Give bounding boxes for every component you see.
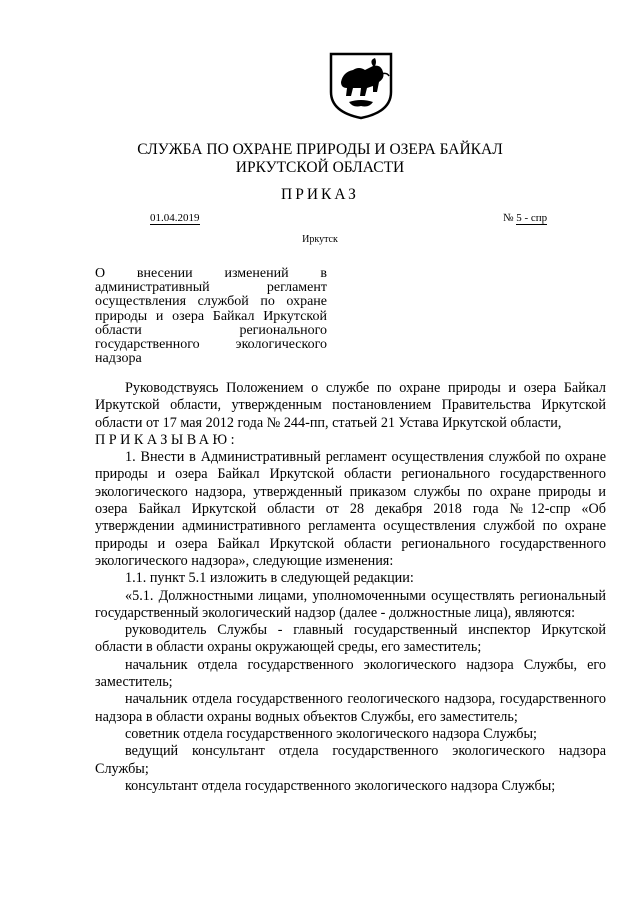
subject-line: осуществления службой по охране — [95, 294, 327, 310]
subject-line: административный регламент — [95, 280, 327, 296]
order-word: ПРИКАЗЫВАЮ: — [95, 431, 239, 448]
official-item: начальник отдела государственного экологического надзора Службы, его заместитель; — [95, 656, 606, 691]
subject-line: государственного экологического — [95, 337, 327, 353]
order-number-prefix: № — [503, 212, 514, 224]
org-name-line2: ИРКУТСКОЙ ОБЛАСТИ — [235, 159, 405, 176]
org-name-line1: СЛУЖБА ПО ОХРАНЕ ПРИРОДЫ И ОЗЕРА БАЙКАЛ — [137, 141, 503, 158]
official-item: ведущий консультант отдела государственного экологического надзора Службы; — [95, 743, 606, 777]
order-number-value: 5 - спр — [516, 212, 548, 224]
subject-line: области регионального — [95, 322, 327, 338]
official-item: консультант отдела государственного экологического надзора Службы; — [125, 777, 556, 794]
paragraph-1: 1. Внести в Административный регламент осуществления службой по охране природы и озера Байкал Иркутской области регионального государственного экологического надзора, утвержденный приказом службы по охране природы и озера Байкал Иркутской области от 28 декабря 2018 года №12-спр «Об утверждении административного регламента осуществления службой по охране природы и озера Байкал Иркутской области регионального государственного экологического надзора», следующие изменения: — [95, 449, 606, 569]
official-item: начальник отдела государственного геологического надзора, государственного надзора в области охраны водных объектов Службы, его заместитель; — [95, 691, 606, 725]
coat-of-arms-icon — [329, 52, 393, 120]
order-date: 01.04.2019 — [150, 212, 200, 224]
paragraph-1-1: 1.1. пункт 5.1 изложить в следующей редакции: — [125, 570, 414, 587]
city: Иркутск — [302, 234, 338, 245]
official-item: советник отдела государственного экологического надзора Службы; — [125, 725, 537, 742]
official-item: руководитель Службы - главный государственный инспектор Иркутской области в области охраны окружающей среды, его заместитель; — [95, 622, 606, 656]
preamble: Руководствуясь Положением о службе по охране природы и озера Байкал Иркутской области, утвержденным постановлением Правительства Иркутской области от 17 мая 2012 года № 244-пп, статьей 21 Устава Иркутской области, — [95, 380, 606, 431]
document-type: ПРИКАЗ — [281, 186, 359, 203]
paragraph-5-1: «5.1. Должностными лицами, уполномоченными осуществлять региональный государственный экологический надзор (далее - должностные лица), являются: — [95, 587, 606, 621]
subject-line: природы и озера Байкал Иркутской — [95, 308, 327, 324]
order-number — [503, 212, 547, 224]
subject-line: О внесении изменений в — [95, 266, 327, 281]
order-subject — [95, 267, 327, 366]
order-body — [95, 380, 606, 795]
subject-line: надзора — [95, 351, 142, 367]
